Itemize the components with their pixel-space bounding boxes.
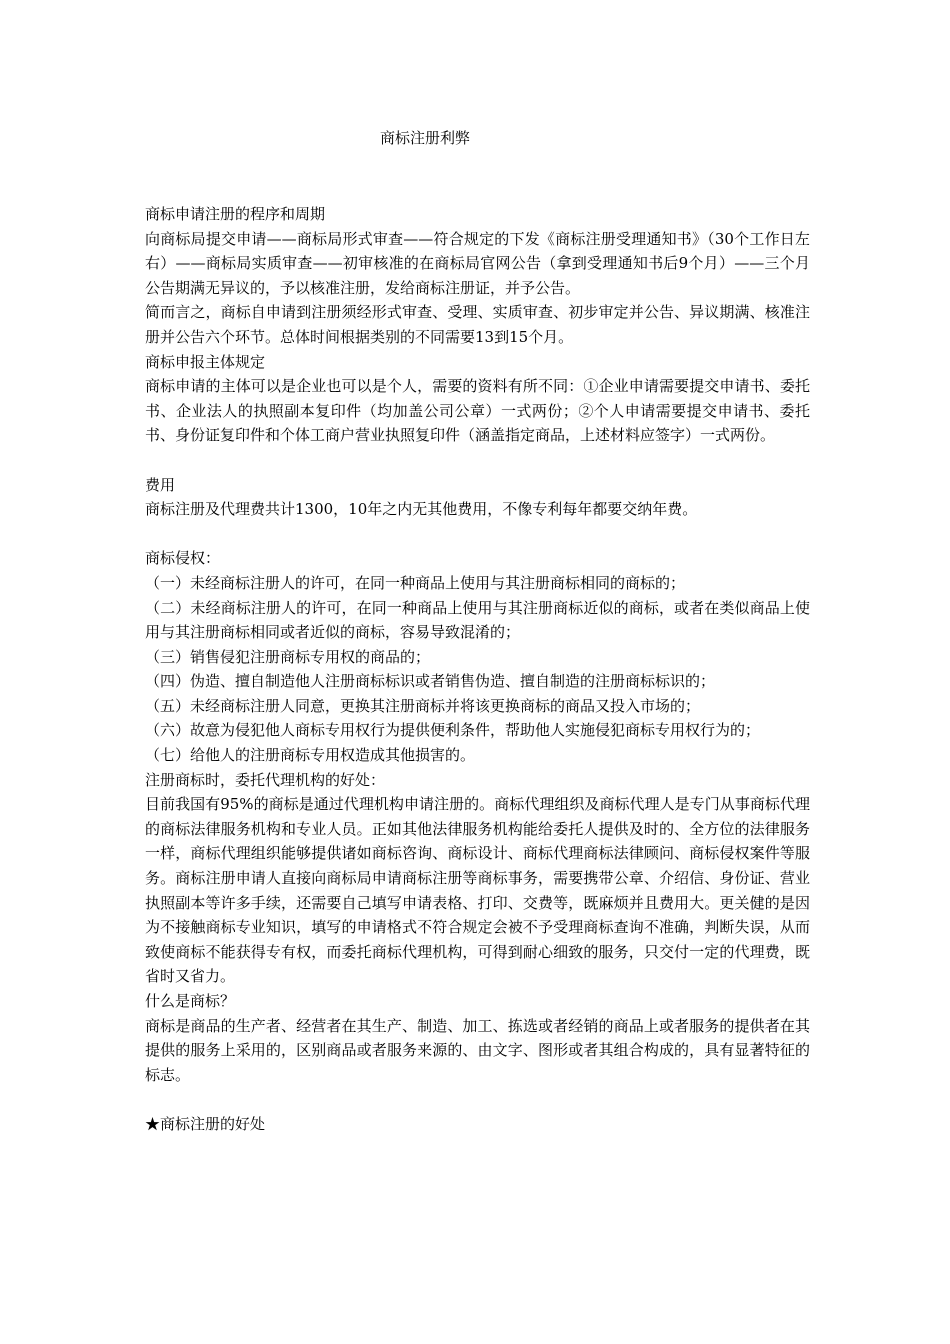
heading-procedure: 商标申请注册的程序和周期 (145, 205, 326, 223)
heading-agency-benefits: 注册商标时，委托代理机构的好处： (145, 770, 386, 789)
blank-line (145, 1087, 810, 1112)
paragraph-agency-benefits: 目前我国有95%的商标是通过代理机构申请注册的。商标代理组织及商标代理人是专门从事商标代理的商标法律服务机构和专业人员。正如其他法律服务机构能给委托人提供及时的、全方位的法律服务一样，商标代理组织能够提供诸如商标咨询、商标设计、商标代理商标法律顾问、商标侵权案件等服务。商标注册申请人直接向商标局申请商标注册等商标事务，需要携带公章、介绍信、身份证、营业执照副本等许多手续，还需要自己填写申请表格、打印、交费等，既麻烦并且费用大。更关健的是因为不接触商标专业知识，填写的申请格式不符合规定会被不予受理商标查询不准确，判断失误，从而致使商标不能获得专有权，而委托商标代理机构，可得到耐心细致的服务，只交付一定的代理费，既省时又省力。 (145, 795, 810, 986)
infringement-item: （五）未经商标注册人同意，更换其注册商标并将该更换商标的商品又投入市场的； (145, 696, 701, 715)
document-title: 商标注册利弊 (380, 129, 471, 147)
paragraph-procedure-steps: 向商标局提交申请——商标局形式审查——符合规定的下发《商标注册受理通知书》（30个工作日左右）——商标局实质审查——初审核准的在商标局官网公告（拿到受理通知书后9个月）——三个月公告期满无异议的，予以核准注册，发给商标注册证，并予公告。 (145, 229, 810, 297)
blank-line (145, 448, 810, 473)
paragraph-applicant: 商标申请的主体可以是企业也可以是个人，需要的资料有所不同：①企业申请需要提交申请书、委托书、企业法人的执照副本复印件（均加盖公司公章）一式两份；②个人申请需要提交申请书、委托书、身份证复印件和个体工商户营业执照复印件（涵盖指定商品，上述材料应签字）一式两份。 (145, 377, 810, 445)
heading-what-is-trademark: 什么是商标？ (145, 992, 236, 1010)
infringement-item: （四）伪造、擅自制造他人注册商标标识或者销售伪造、擅自制造的注册商标标识的； (145, 672, 716, 691)
heading-registration-benefits: ★商标注册的好处 (145, 1114, 266, 1133)
paragraph-what-is-trademark: 商标是商品的生产者、经营者在其生产、制造、加工、拣选或者经销的商品上或者服务的提供者在其提供的服务上采用的，区别商品或者服务来源的、由文字、图形或者其组合构成的，具有显著特征的标志。 (145, 1016, 810, 1084)
heading-fees: 费用 (145, 475, 176, 494)
blank-line (145, 522, 810, 547)
paragraph-procedure-summary: 简而言之，商标自申请到注册须经形式审查、受理、实质审查、初步审定并公告、异议期满、核准注册并公告六个环节。总体时间根据类别的不同需要13到15个月。 (145, 303, 810, 346)
infringement-item: （一）未经商标注册人的许可，在同一种商品上使用与其注册商标相同的商标的； (145, 573, 686, 592)
heading-infringement: 商标侵权： (145, 549, 221, 568)
heading-applicant: 商标申报主体规定 (145, 352, 266, 371)
infringement-item: （二）未经商标注册人的许可，在同一种商品上使用与其注册商标近似的商标，或者在类似商品上使用与其注册商标相同或者近似的商标，容易导致混淆的； (145, 598, 810, 642)
infringement-item: （六）故意为侵犯他人商标专用权行为提供便利条件，帮助他人实施侵犯商标专用权行为的； (145, 721, 761, 740)
paragraph-fees: 商标注册及代理费共计1300，10年之内无其他费用，不像专利每年都要交纳年费。 (145, 500, 698, 519)
infringement-item: （七）给他人的注册商标专用权造成其他损害的。 (145, 746, 476, 765)
infringement-item: （三）销售侵犯注册商标专用权的商品的； (145, 647, 431, 666)
document-body (145, 202, 810, 1137)
